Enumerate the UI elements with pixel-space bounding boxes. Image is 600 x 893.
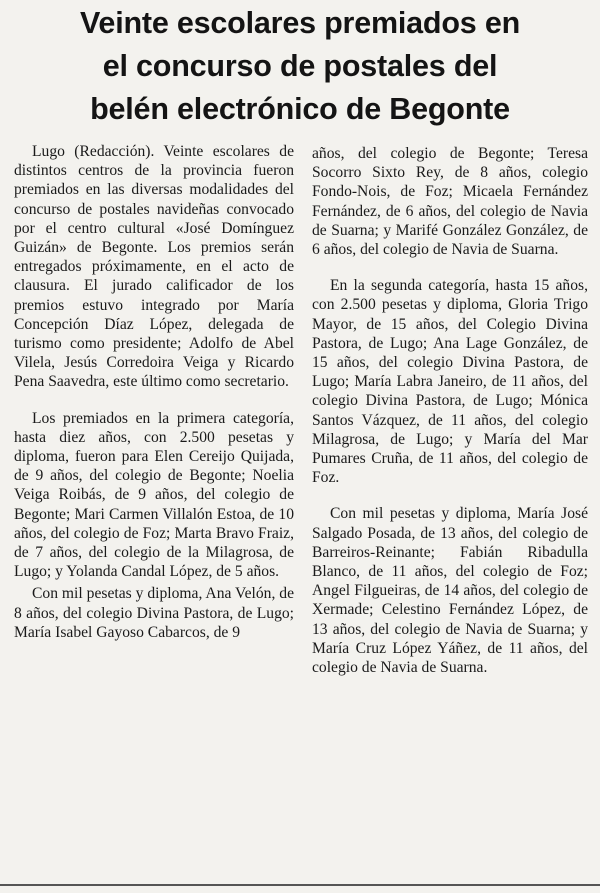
headline bbox=[20, 2, 580, 131]
bottom-border bbox=[0, 884, 600, 886]
paragraph: años, del colegio de Begonte; Teresa Socorro Sixto Rey, de 8 años, colegio Fondo-Nois, de Foz; Micaela Fernández Fernández, de 6 años, del colegio de Navia de Suarna; y Marifé González González, de 6 años, del colegio de Navia de Suarna. bbox=[312, 145, 588, 259]
headline-line: el concurso de postales del bbox=[102, 49, 498, 83]
headline-line: belén electrónico de Begonte bbox=[90, 92, 510, 126]
headline-line: Veinte escolares premiados en bbox=[79, 6, 521, 40]
paragraph: Los premiados en la primera categoría, hasta diez años, con 2.500 pesetas y diploma, fueron para Elen Cereijo Quijada, de 9 años, del colegio de Begonte; Noelia Veiga Roibás, de 9 años, del colegio de Begonte; Mari Carmen Villalón Estoa, de 10 años, del colegio de Foz; Marta Bravo Fraiz, de 7 años, del colegio de la Milagrosa, de Lugo; y Yolanda Candal López, de 5 años. bbox=[14, 409, 294, 581]
paragraph: En la segunda categoría, hasta 15 años, con 2.500 pesetas y diploma, Gloria Trigo Mayor, de 15 años, del Colegio Divina Pastora, de Lugo; Ana Lage González, de 15 años, del colegio Divina Pastora, de Lugo; María Labra Janeiro, de 11 años, del colegio Divina Pastora, de Lugo; Mónica Santos Vázquez, de 11 años, del colegio Milagrosa, de Lugo; y María del Mar Pumares Cruña, de 11 años, del colegio de Foz. bbox=[312, 277, 588, 487]
right-column bbox=[312, 144, 588, 677]
left-column bbox=[14, 142, 294, 642]
paragraph: Con mil pesetas y diploma, Ana Velón, de 8 años, del colegio Divina Pastora, de Lugo; María Isabel Gayoso Cabarcos, de 9 bbox=[14, 585, 294, 641]
paragraph: Con mil pesetas y diploma, María José Salgado Posada, de 13 años, del colegio de Barreiros-Reinante; Fabián Ribadulla Blanco, de 11 años, del colegio de Foz; Angel Filgueiras, de 14 años, del colegio de Xermade; Celestino Fernández López, de 13 años, del colegio de Navia de Suarna; y María Cruz López Yáñez, de 11 años, del colegio de Navia de Suarna. bbox=[312, 505, 588, 677]
paragraph: Lugo (Redacción). Veinte escolares de distintos centros de la provincia fueron premiados en las diversas modalidades del concurso de postales navideñas convocado por el centro cultural «José Domínguez Guizán» de Begonte. Los premios serán entregados próximamente, en el acto de clausura. El jurado calificador de los premios estuvo integrado por María Concepción Díaz López, delegada de turismo como presidente; Adolfo de Abel Vilela, Jesús Corredoira Veiga y Ricardo Pena Saavedra, este último como secretario. bbox=[14, 143, 294, 391]
